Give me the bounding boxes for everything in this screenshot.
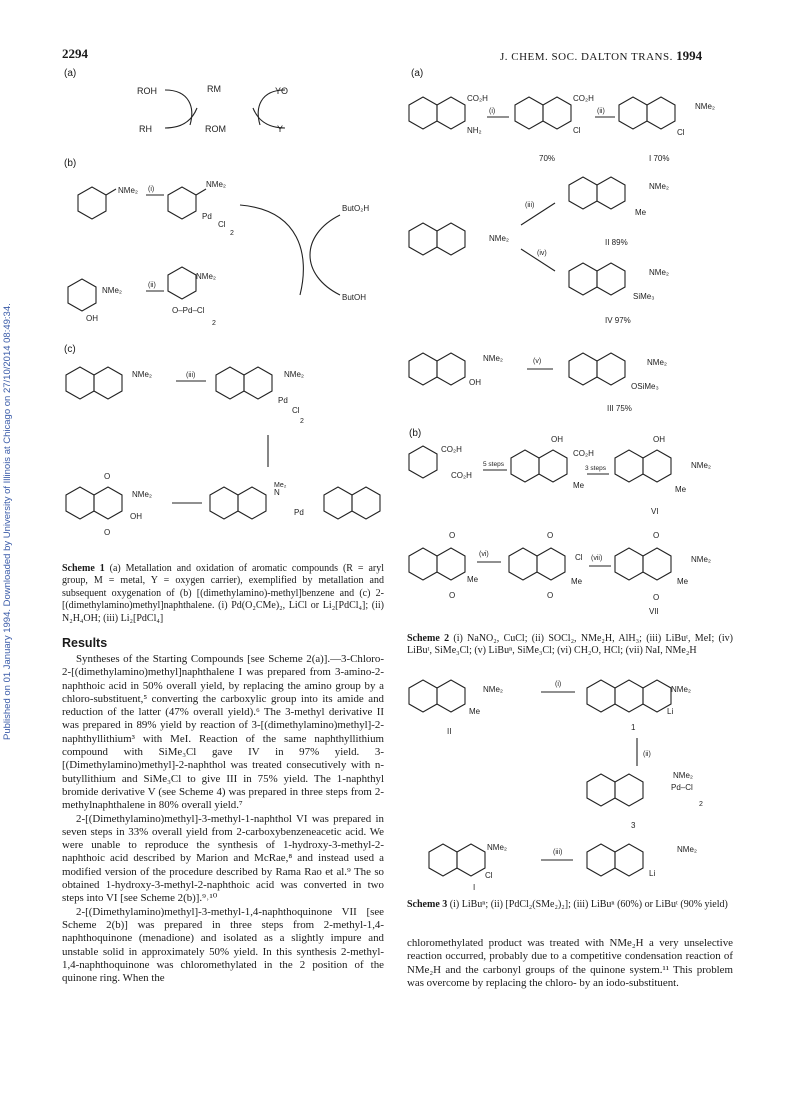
b-buto2h: ButO₂H — [342, 204, 370, 213]
s2-nme2-1: NMe₂ — [695, 102, 715, 111]
b-oh: OH — [86, 314, 98, 323]
scheme1-label-b: (b) — [64, 158, 77, 169]
scheme1-caption-text: (a) Metallation and oxidation of aromatic compounds (R = aryl group, M = metal, Y = oxygen carrier), exemplified by metallation and subsequent oxygenation of (b) [(dimethylamino)-methyl]benzene and (c) 2-[(dimethylamino)methyl]naphthalene. (i) Pd(O₂CMe)₂, LiCl or Li₂[PdCl₄]; (ii) N₂H₄OH; (iii) Li₂[PdCl₄] — [62, 563, 385, 624]
s2-nme2-6: NMe₂ — [647, 358, 667, 367]
s2b-VI: VI — [651, 507, 659, 516]
s3-three: 3 — [631, 821, 636, 830]
s2-step-iii: (iii) — [525, 202, 535, 209]
scheme2-b-diagram — [405, 430, 735, 616]
s3-two: 2 — [699, 801, 703, 808]
rh-label: RH — [139, 124, 152, 134]
c-n: N — [274, 488, 280, 497]
b-pd: Pd — [202, 212, 212, 221]
s2-osime3: OSiMe₃ — [631, 382, 659, 391]
s2b-five-steps: 5 steps — [483, 461, 504, 468]
s2-yield-I: I 70% — [649, 154, 670, 163]
scheme1-caption — [62, 563, 384, 625]
results-left-column — [62, 653, 384, 985]
s2b-step-vii: (vii) — [591, 555, 603, 562]
y-label: Y — [277, 124, 284, 134]
b-cl: Cl — [218, 220, 226, 229]
s2-nme2-5: NMe₂ — [483, 354, 503, 363]
c-oh: OH — [130, 512, 142, 521]
b-nme2-1: NMe₂ — [118, 186, 138, 195]
yo-label: YO — [275, 86, 289, 96]
scheme1-caption-title: Scheme 1 — [62, 563, 105, 574]
s3-me: Me — [469, 707, 481, 716]
s2-yield-first: 70% — [539, 154, 556, 163]
s2b-oh-2: OH — [653, 435, 665, 444]
download-notice-text: Published on 01 January 1994. Downloaded by University of Illinois at Chicago on 27/10/2014 08:49:34. — [2, 303, 13, 740]
s2b-o-5: O — [653, 531, 660, 540]
scheme1-c-diagram — [60, 355, 380, 555]
journal-header — [500, 48, 702, 64]
s2b-o-4: O — [547, 591, 554, 600]
journal-name: J. CHEM. SOC. DALTON TRANS. — [500, 51, 673, 63]
c-pd-2: Pd — [294, 508, 304, 517]
b-nme2-4: NMe₂ — [102, 286, 122, 295]
c-o-2: O — [104, 528, 111, 537]
s2b-o-1: O — [449, 531, 456, 540]
s2b-oh-1: OH — [551, 435, 563, 444]
c-two: 2 — [300, 418, 304, 425]
results-paragraph-2: 2-[(Dimethylamino)methyl]-3-methyl-1-naphthol VI was prepared in seven steps in 33% overall yield from 2-carboxybenzeneacetic acid. We were unable to reproduce the synthesis of 1-hydroxy-3-methyl-2-naphthoic acid described by Marion and McRae,⁸ and instead used a modified version of the procedure described by Rama Rao et al.⁹ The so obtained 1-hydroxy-3-methyl-2-naphthoic acid was converted in two steps into VI [see Scheme 2(b)].⁹˒¹⁰ — [62, 812, 384, 905]
s2-cl-2: Cl — [677, 128, 685, 137]
s2-oh-1: OH — [469, 378, 481, 387]
b-nme2-2: NMe₂ — [206, 180, 226, 189]
results-heading: Results — [62, 636, 108, 650]
s2-yield-III: III 75% — [607, 404, 632, 413]
scheme3-caption — [407, 899, 733, 911]
scheme2-label-a: (a) — [411, 68, 424, 79]
s2-nme2-3: NMe₂ — [649, 182, 669, 191]
scheme2-caption — [407, 633, 733, 658]
s3-cl: Cl — [485, 871, 493, 880]
results-paragraph-1: Syntheses of the Starting Compounds [see Scheme 2(a)].—3-Chloro-2-[(dimethylamino)methyl]naphthalene I was prepared from 3-amino-2-naphthoic acid in 50% overall yield, by replacing the amino group by a chloro-substituent,⁵ converting the carboxylic group into its amide and reduction of the latter (47% overall yield).⁶ The 3-methyl derivative II was prepared in 89% yield by reaction of 3-[(dimethylamino)methyl]-2-naphthyllithium³ with MeI. Reaction of the same naphthyllithium compound with SiMe₃Cl gave IV in 97% yield. 3-[(Dimethylamino)methyl]-2-naphthol was treated consecutively with n-butyllithium and SiMe₃Cl to give III in 75% yield. The 1-naphthyl bromide derivative V (see Scheme 4) was prepared in three steps from 2-methylnaphthalene in 80% overall yield.⁷ — [62, 653, 384, 812]
rm-label: RM — [207, 84, 221, 94]
scheme3-caption-text: (i) LiBuⁿ; (ii) [PdCl₂(SMe₂)₂]; (iii) LiBuⁿ (60%) or LiBuᵗ (90% yield) — [449, 899, 728, 910]
s3-nme2-4: NMe₂ — [487, 843, 507, 852]
scheme1-b-diagram — [60, 175, 380, 335]
s3-li-1: Li — [667, 707, 674, 716]
download-notice — [2, 120, 16, 740]
s2-yield-II: II 89% — [605, 238, 628, 247]
s3-I: I — [473, 883, 476, 892]
scheme2-a-diagram — [405, 85, 735, 415]
s2-nme2-2: NMe₂ — [489, 234, 509, 243]
s2b-o-6: O — [653, 593, 660, 602]
s2-nh2: NH₂ — [467, 126, 482, 135]
s3-nme2-3: NMe₂ — [673, 771, 693, 780]
b-two: 2 — [230, 230, 234, 237]
c-step-iii: (iii) — [186, 372, 196, 379]
s2b-nme2-1: NMe₂ — [691, 461, 711, 470]
rom-label: ROM — [205, 124, 226, 134]
s2b-nme2-2: NMe₂ — [691, 555, 711, 564]
c-o-1: O — [104, 472, 111, 481]
s2-step-iv: (iv) — [537, 250, 547, 257]
s2b-me-2: Me — [675, 485, 687, 494]
results-paragraph-3: 2-[(Dimethylamino)methyl]-3-methyl-1,4-naphthoquinone VII [see Scheme 2(b)] was prepared in three steps from 2-methyl-1,4-naphthoquinone (menadione) and isolated as a slightly impure and unstable solid in approximately 50% yield. In this synthesis 2-methyl-1,4-naphthoquinone was chloromethylated in the 2 position of the quinone ring. When the — [62, 905, 384, 985]
s2-nme2-4: NMe₂ — [649, 268, 669, 277]
scheme1-label-a: (a) — [64, 68, 77, 79]
scheme2-label-b: (b) — [409, 428, 422, 439]
s3-step-i: (i) — [555, 681, 562, 688]
roh-label: ROH — [137, 86, 157, 96]
b-pdcl: O–Pd–Cl — [172, 306, 205, 315]
s3-pdcl: Pd–Cl — [671, 783, 693, 792]
scheme3-diagram — [405, 672, 735, 892]
b-step-i: (i) — [148, 186, 155, 193]
s3-nme2-2: NMe₂ — [671, 685, 691, 694]
s3-II: II — [447, 727, 452, 736]
s2b-me-5: Me — [677, 577, 689, 586]
results-paragraph-4: chloromethylated product was treated with NMe₂H a very unselective reaction occurred, probably due to a competitive condensation reaction of NMe₂H and the carbonyl groups of the quinone system.¹¹ This problem was overcome by replacing the chloro- by an iodo-substituent. — [407, 937, 733, 989]
s2b-step-vi: (vi) — [479, 551, 489, 558]
s3-one: 1 — [631, 723, 636, 732]
s2-cl-1: Cl — [573, 126, 581, 135]
s2b-co2h-2: CO₂H — [451, 471, 472, 480]
s3-nme2-1: NMe₂ — [483, 685, 503, 694]
s2-me-1: Me — [635, 208, 647, 217]
scheme2-caption-title: Scheme 2 — [407, 633, 450, 644]
s2-yield-IV: IV 97% — [605, 316, 631, 325]
journal-year: 1994 — [676, 48, 703, 63]
s2-co2h-2: CO₂H — [573, 94, 594, 103]
b-butoh: ButOH — [342, 293, 367, 302]
s2-step-i: (i) — [489, 108, 496, 115]
s2b-three-steps: 3 steps — [585, 465, 606, 472]
c-cl: Cl — [292, 406, 300, 415]
b-two-2: 2 — [212, 320, 216, 327]
c-nme2-1: NMe₂ — [132, 370, 152, 379]
s2-co2h-1: CO₂H — [467, 94, 488, 103]
page-number: 2294 — [62, 46, 88, 61]
s2-step-v: (v) — [533, 358, 542, 365]
c-pd: Pd — [278, 396, 288, 405]
scheme1-cycle — [135, 80, 315, 140]
s3-step-iii: (iii) — [553, 849, 563, 856]
s2-sime3: SiMe₃ — [633, 292, 655, 301]
c-nme2-3: NMe₂ — [132, 490, 152, 499]
s2b-co2h-3: CO₂H — [573, 449, 594, 458]
s2b-o-2: O — [449, 591, 456, 600]
s2b-o-3: O — [547, 531, 554, 540]
c-me2: Me₂ — [274, 482, 287, 489]
b-nme2-3: NMe₂ — [196, 272, 216, 281]
s3-li-2: Li — [649, 869, 656, 878]
s2b-me-4: Me — [571, 577, 583, 586]
s2b-co2h-1: CO₂H — [441, 445, 462, 454]
s2b-me-1: Me — [573, 481, 585, 490]
s2b-cl: Cl — [575, 553, 583, 562]
s3-step-ii: (ii) — [643, 751, 651, 758]
s3-nme2-5: NMe₂ — [677, 845, 697, 854]
scheme1-label-c: (c) — [64, 344, 76, 355]
s2b-me-3: Me — [467, 575, 479, 584]
scheme3-caption-title: Scheme 3 — [407, 899, 448, 910]
c-nme2-2: NMe₂ — [284, 370, 304, 379]
s2b-VII: VII — [649, 607, 659, 616]
b-step-ii: (ii) — [148, 282, 156, 289]
scheme2-caption-text: (i) NaNO₂, CuCl; (ii) SOCl₂, NMe₂H, AlH₃; (iii) LiBuᵗ, MeI; (iv) LiBuᵗ, SiMe₃Cl; (v) LiBuⁿ, SiMe₃Cl; (vi) CH₂O, HCl; (vii) NaI, NMe₂H — [407, 633, 733, 657]
s2-step-ii: (ii) — [597, 108, 605, 115]
results-right-column — [407, 937, 733, 990]
